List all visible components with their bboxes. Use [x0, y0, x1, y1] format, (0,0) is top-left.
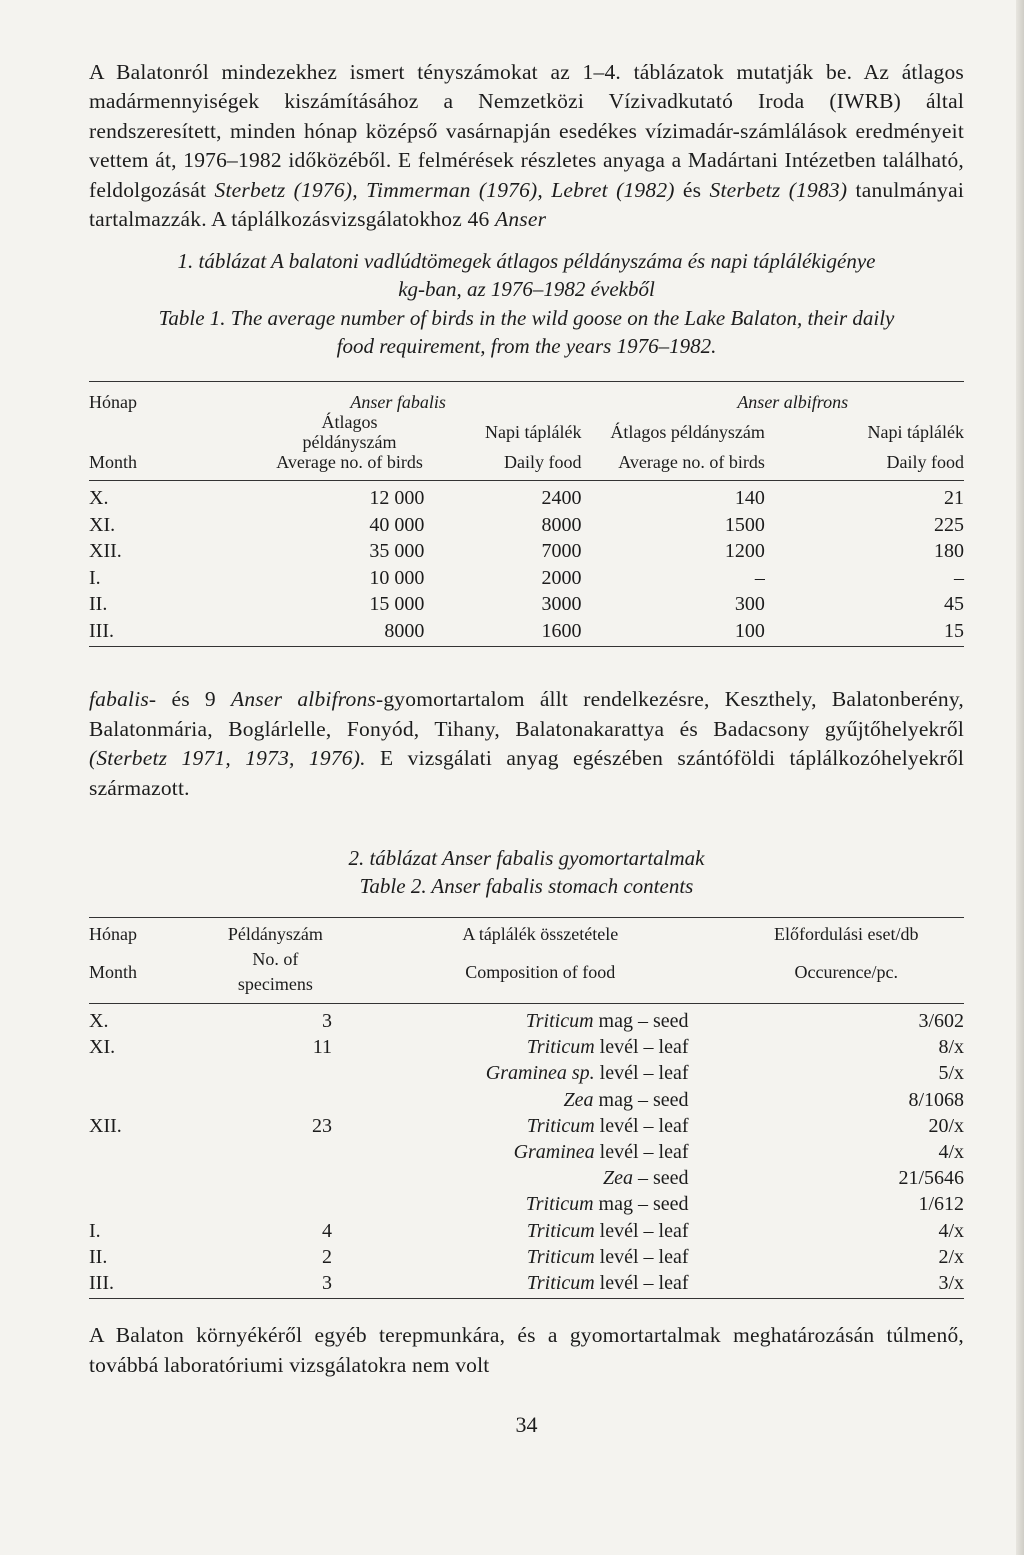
- t2-cell-occurrence: 1/612: [918, 1193, 964, 1216]
- t2-cell-month: [89, 1191, 219, 1217]
- t2-food-part: levél – leaf: [594, 1062, 689, 1085]
- t2-food-part: levél – leaf: [594, 1114, 689, 1137]
- t2-header-spec-hu: Példányszám: [227, 924, 323, 945]
- t1-cell-fab-n: 10 000: [369, 566, 425, 589]
- para1-segment: A Balatonról mindezekhez ismert tényszámokat az 1–4. táblázatok mutatják be. Az átlagos madármennyiségek kiszámításához a Nemzetközi Vízivadkutató Iroda (IWRB) által rendszeresített, minden hónap középső vasárnapján esedékes vízimadár-számlálások eredményeit vettem át, 1976–1982 időközéből. E felmérések részletes anyaga a Madártani Intézetben található, feldolgozását: [89, 60, 964, 202]
- t2-food-genus: Triticum: [526, 1036, 595, 1059]
- t2-cell-month: [89, 1060, 219, 1086]
- t2-cell-occurrence: 21/5646: [898, 1167, 964, 1190]
- t1-cell-fab-n: 15 000: [369, 593, 425, 616]
- t2-cell-specimens: 3: [322, 1010, 333, 1033]
- table2-row: [89, 1270, 964, 1299]
- table1-row: [89, 538, 964, 565]
- t1-cell-alb-food: 180: [934, 540, 964, 563]
- t2-cell-food: [332, 1113, 688, 1139]
- t1-cell-alb-n: 1500: [724, 513, 765, 536]
- t1-cell-month: XI.: [89, 513, 116, 536]
- t2-cell-food: [332, 1165, 688, 1191]
- t1-cell-month: III.: [89, 619, 114, 642]
- second-paragraph: [89, 685, 964, 803]
- t2-cell-month: [89, 1165, 219, 1191]
- table1-row: [89, 565, 964, 592]
- t2-cell-occurrence: 4/x: [938, 1219, 964, 1242]
- t1-cell-alb-n: 300: [734, 593, 765, 616]
- t1-header-avg-hu-2: Átlagos példányszám: [610, 422, 765, 443]
- t1-header-food-en-2: Daily food: [886, 452, 964, 473]
- t1-cell-alb-food: –: [954, 566, 964, 589]
- t2-food-genus: Triticum: [525, 1010, 594, 1033]
- t1-cell-alb-n: 1200: [724, 540, 765, 563]
- t2-cell-occurrence: 8/x: [938, 1036, 964, 1059]
- t2-food-part: levél – leaf: [594, 1141, 689, 1164]
- t2-cell-occurrence: 4/x: [938, 1141, 964, 1164]
- t1-cell-fab-n: 12 000: [369, 487, 425, 510]
- table1-row: [89, 512, 964, 539]
- t1-header-month-hu: Hónap: [89, 392, 137, 413]
- t2-food-genus: Zea: [602, 1167, 633, 1190]
- t1-header-month-en: Month: [89, 452, 138, 473]
- t2-food-part: mag – seed: [593, 1193, 689, 1216]
- t2-header-month-en: Month: [89, 961, 138, 982]
- table2-row: [89, 1244, 964, 1270]
- table1-row: [89, 591, 964, 618]
- para1-segment: Anser: [495, 207, 547, 232]
- table2-row: [89, 1165, 964, 1191]
- t2-cell-specimens: [219, 1139, 332, 1165]
- t2-cell-month: XII.: [89, 1114, 122, 1137]
- t2-cell-month: III.: [89, 1272, 114, 1295]
- t1-cell-alb-food: 15: [944, 619, 964, 642]
- intro-paragraph: [89, 58, 964, 234]
- table2-row: [89, 1113, 964, 1139]
- table1-caption-en-line1: Table 1. The average number of birds in the wild goose on the Lake Balaton, their daily: [158, 306, 895, 331]
- table2-caption-hu: 2. táblázat Anser fabalis gyomortartalmak: [348, 846, 705, 871]
- table2: [89, 917, 964, 1299]
- t2-cell-occurrence: 20/x: [928, 1114, 964, 1137]
- t1-header-avg-en: Average no. of birds: [276, 452, 423, 473]
- closing-paragraph: A Balaton környékéről egyéb terepmunkára, és a gyomortartalmak meghatározásán túlmenő, továbbá laboratóriumi vizsgálatokra nem volt: [89, 1323, 964, 1377]
- t2-cell-occurrence: 3/602: [918, 1010, 964, 1033]
- page-number: 34: [515, 1412, 538, 1438]
- t1-header-avg-hu: Átlagos példányszám: [302, 412, 397, 453]
- t2-cell-month: [89, 1139, 219, 1165]
- t1-header-food-en: Daily food: [504, 452, 582, 473]
- t2-food-genus: Zea: [563, 1088, 594, 1111]
- t2-food-genus: Triticum: [526, 1245, 595, 1268]
- table1-caption-hu-line2: kg-ban, az 1976–1982 évekből: [398, 276, 655, 301]
- t1-cell-month: X.: [89, 487, 109, 510]
- para2-segment: és 9: [156, 687, 232, 712]
- t1-cell-fab-food: 3000: [541, 593, 582, 616]
- para2-segment: -gyomortartalom állt rendelkezésre, Keszthely, Balatonberény, Balatonmária, Boglárlelle, Fonyód, Tihany, Balatonakarattya és Badacsony gyűjtőhelyekről: [89, 687, 964, 741]
- t2-cell-food: [332, 1218, 688, 1244]
- t1-cell-fab-food: 2000: [541, 566, 582, 589]
- t2-cell-occurrence: 3/x: [938, 1272, 964, 1295]
- t2-cell-specimens: 23: [312, 1114, 333, 1137]
- t2-cell-specimens: [219, 1165, 332, 1191]
- t1-cell-alb-n: 140: [734, 487, 765, 510]
- para1-segment: Sterbetz (1976), Timmerman (1976), Lebret (1982): [214, 177, 675, 202]
- table1-caption-en: [89, 305, 964, 360]
- t2-cell-specimens: 3: [322, 1272, 333, 1295]
- table2-row: [89, 1218, 964, 1244]
- para1-segment: Sterbetz (1983): [709, 177, 848, 202]
- t2-cell-month: [89, 1087, 219, 1113]
- table1-caption-hu-line1: 1. táblázat A balatoni vadlúdtömegek átlagos példányszáma és napi táplálékigénye: [177, 249, 876, 274]
- t2-cell-food: [332, 1191, 688, 1217]
- t1-cell-alb-food: 21: [944, 487, 964, 510]
- t2-cell-food: [332, 1139, 688, 1165]
- table2-caption: [89, 845, 964, 900]
- t2-food-part: levél – leaf: [594, 1245, 689, 1268]
- table2-row: [89, 1004, 964, 1035]
- t2-cell-specimens: 11: [312, 1036, 333, 1059]
- t1-cell-fab-n: 35 000: [369, 540, 425, 563]
- t1-header-species2: Anser albifrons: [737, 392, 849, 413]
- t2-food-genus: Graminea: [513, 1141, 595, 1164]
- t1-cell-month: XII.: [89, 540, 122, 563]
- t2-cell-specimens: [219, 1191, 332, 1217]
- t1-header-species1: Anser fabalis: [350, 392, 446, 413]
- t2-header-food-hu: A táplálék összetétele: [462, 924, 619, 945]
- t2-food-part: mag – seed: [593, 1010, 689, 1033]
- t1-cell-month: I.: [89, 566, 101, 589]
- t2-header-spec-en: No. of specimens: [237, 949, 313, 995]
- t2-cell-specimens: [219, 1087, 332, 1113]
- t2-cell-specimens: [219, 1060, 332, 1086]
- t2-cell-specimens: 2: [322, 1245, 333, 1268]
- t2-cell-month: II.: [89, 1245, 108, 1268]
- table2-row: [89, 1087, 964, 1113]
- table1-body: [89, 481, 964, 647]
- para2-segment: Anser albifrons: [231, 687, 376, 712]
- t2-food-part: levél – leaf: [594, 1219, 689, 1242]
- t2-food-genus: Triticum: [526, 1219, 595, 1242]
- t2-cell-month: X.: [89, 1010, 109, 1033]
- t1-cell-alb-n: 100: [734, 619, 765, 642]
- page-edge-shadow: [1016, 0, 1024, 1555]
- para2-segment: (Sterbetz 1971, 1973, 1976).: [89, 746, 366, 771]
- t1-cell-fab-n: 40 000: [369, 513, 425, 536]
- table2-row: [89, 1060, 964, 1086]
- t2-cell-food: [332, 1004, 688, 1035]
- t2-cell-food: [332, 1244, 688, 1270]
- t1-header-food-hu: Napi táplálék: [485, 422, 582, 443]
- t1-cell-alb-food: 225: [934, 513, 964, 536]
- t2-cell-month: XI.: [89, 1036, 116, 1059]
- t2-cell-food: [332, 1034, 688, 1060]
- table2-body: [89, 1004, 964, 1299]
- t2-cell-occurrence: 5/x: [938, 1062, 964, 1085]
- t2-cell-food: [332, 1060, 688, 1086]
- para1-segment: és: [674, 177, 710, 202]
- table1: [89, 381, 964, 647]
- t2-food-part: mag – seed: [593, 1088, 689, 1111]
- t1-cell-alb-food: 45: [944, 593, 964, 616]
- t1-cell-fab-food: 2400: [541, 487, 582, 510]
- para2-segment: E vizsgálati anyag egészében szántóföldi táplálkozóhelyekről származott.: [89, 746, 964, 800]
- t2-cell-specimens: 4: [322, 1219, 333, 1242]
- table1-caption-en-line2: food requirement, from the years 1976–1982.: [336, 333, 717, 358]
- table1-row: [89, 618, 964, 647]
- table2-row: [89, 1034, 964, 1060]
- t2-header-food-en: Composition of food: [465, 961, 616, 982]
- table1-caption-hu: [89, 248, 964, 303]
- page-content: [89, 58, 964, 1438]
- t1-header-avg-en-2: Average no. of birds: [618, 452, 765, 473]
- t2-cell-food: [332, 1270, 688, 1299]
- t2-cell-food: [332, 1087, 688, 1113]
- t2-food-part: levél – leaf: [594, 1272, 689, 1295]
- table2-row: [89, 1139, 964, 1165]
- t2-food-genus: Triticum: [525, 1193, 594, 1216]
- t2-header-month-hu: Hónap: [89, 924, 137, 945]
- table2-caption-en: Table 2. Anser fabalis stomach contents: [359, 873, 694, 898]
- t2-food-part: – seed: [632, 1167, 689, 1190]
- t2-food-genus: Triticum: [526, 1272, 595, 1295]
- t1-cell-fab-food: 1600: [541, 619, 582, 642]
- para2-segment: fabalis-: [89, 687, 157, 712]
- t1-header-food-hu-2: Napi táplálék: [867, 422, 964, 443]
- t2-cell-month: I.: [89, 1219, 101, 1242]
- t2-cell-occurrence: 2/x: [938, 1245, 964, 1268]
- t2-header-occ-hu: Előfordulási eset/db: [774, 924, 919, 945]
- t1-cell-fab-n: 8000: [384, 619, 425, 642]
- t2-cell-occurrence: 8/1068: [908, 1088, 964, 1111]
- t2-header-occ-en: Occurence/pc.: [794, 961, 898, 982]
- table1-row: [89, 481, 964, 512]
- t1-cell-fab-food: 8000: [541, 513, 582, 536]
- t1-cell-fab-food: 7000: [541, 540, 582, 563]
- t1-cell-month: II.: [89, 593, 108, 616]
- t1-cell-alb-n: –: [754, 566, 765, 589]
- para1-segment: tanulmányai tartalmazzák. A táplálkozásvizsgálatokhoz 46: [89, 177, 964, 232]
- t2-food-genus: Triticum: [526, 1114, 595, 1137]
- t2-food-part: levél – leaf: [594, 1036, 689, 1059]
- t2-food-genus: Graminea sp.: [485, 1062, 595, 1085]
- table2-row: [89, 1191, 964, 1217]
